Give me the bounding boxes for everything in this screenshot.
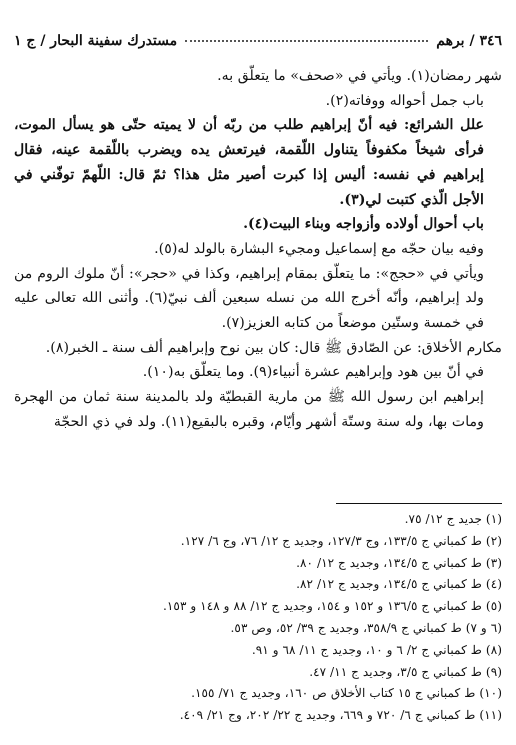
paragraph: وفيه بيان حجّه مع إسماعيل ومجيء البشارة بالولد له(٥). <box>154 240 484 257</box>
footnote-separator <box>336 503 502 504</box>
footnote: (١) جديد ج ١٢/ ٧٥. <box>404 512 502 526</box>
footnote: (٦ و ٧) ط كمباني ج ٣٥٨/٩، وجديد ج ٣٩/ ٥٢، وص ٥٣. <box>230 620 502 635</box>
paragraph: ويأتي في «حجج»: ما يتعلّق بمقام إبراهيم، وكذا في «حجر»: أنّ ملوك الروم من ولد إبراهيم، وأنّه أخرج الله من نسله سبعين ألف نبيّ(٦). وأثنى الله تعالى عليه في خمسة وستّين موضعاً من كتابه العزيز(٧). <box>14 265 484 332</box>
footnote: (٤) ط كمباني ج ١٣٤/٥، وجديد ج ١٢/ ٨٢. <box>296 577 502 592</box>
footnote: (٢) ط كمباني ج ١٣٣/٥، وج ١٢٧/٣، وجديد ج ١٢/ ٧٦، وج ٦/ ١٢٧. <box>180 533 502 548</box>
paragraph: باب جمل أحواله ووفاته(٢). <box>325 92 484 109</box>
page-header <box>14 30 502 52</box>
footnotes <box>14 509 502 727</box>
paragraph: باب أحوال أولاده وأزواجه وبناء البيت(٤). <box>243 216 484 233</box>
paragraph: في أنّ بين هود وإبراهيم عشرة أنبياء(٩). وما يتعلّق به(١٠). <box>142 364 484 381</box>
footnote: (١١) ط كمباني ج ٦/ ٧٢٠ و ٦٦٩، وجديد ج ٢٢/ ٢٠٢، وج ٢١/ ٤٠٩. <box>179 708 502 723</box>
paragraph: علل الشرائع: فيه أنّ إبراهيم طلب من ربّه أن لا يميته حتّى هو يسأل الموت، فرأى شيخاً مكفوفاً يتناول اللّقمة، فيرتعش يده ويضرب باللّقمة عينه، فقال إبراهيم في نفسه: أليس إذا كبرت أصير مثل هذا؟ ثمّ قال: اللّهمّ توفّني في الأجل الّذي كتبت لي(٣). <box>14 117 484 208</box>
running-title: مستدرك سفينة البحار / ج ١ <box>14 33 178 49</box>
paragraph: مكارم الأخلاق: عن الصّادق ﷺ قال: كان بين نوح وإبراهيم ألف سنة ـ الخبر(٨). <box>45 339 502 356</box>
footnote: (٩) ط كمباني ج ٣/٥، وجديد ج ١١/ ٤٧. <box>309 664 502 679</box>
footnote: (٣) ط كمباني ج ١٣٤/٥، وجديد ج ١٢/ ٨٠. <box>296 555 502 570</box>
paragraph: شهر رمضان(١). ويأتي في «صحف» ما يتعلّق به. <box>217 68 502 84</box>
footnote: (١٠) ط كمباني ج ١٥ كتاب الأخلاق ص ١٦٠، وجديد ج ٧١/ ١٥٥. <box>191 686 502 701</box>
paragraph: إبراهيم ابن رسول الله ﷺ من مارية القبطيّة ولد بالمدينة سنة ثمان من الهجرة ومات بها، وله سنة وستّة أشهر وأيّام، وقبره بالبقيع(١١). ولد في ذي الحجّة <box>14 389 484 430</box>
page-number: ٣٤٦ / برهم <box>436 33 502 49</box>
main-text <box>14 64 502 435</box>
footnote: (٨) ط كمباني ج ٢/ ٦ و ١٠، وجديد ج ١١/ ٦٨ و ٩١. <box>251 642 502 657</box>
footnote: (٥) ط كمباني ج ١٣٦/٥ و ١٥٢ و ١٥٤، وجديد ج ١٢/ ٨٨ و ١٤٨ و ١٥٣. <box>163 599 502 614</box>
header-leader-dots <box>185 40 428 42</box>
